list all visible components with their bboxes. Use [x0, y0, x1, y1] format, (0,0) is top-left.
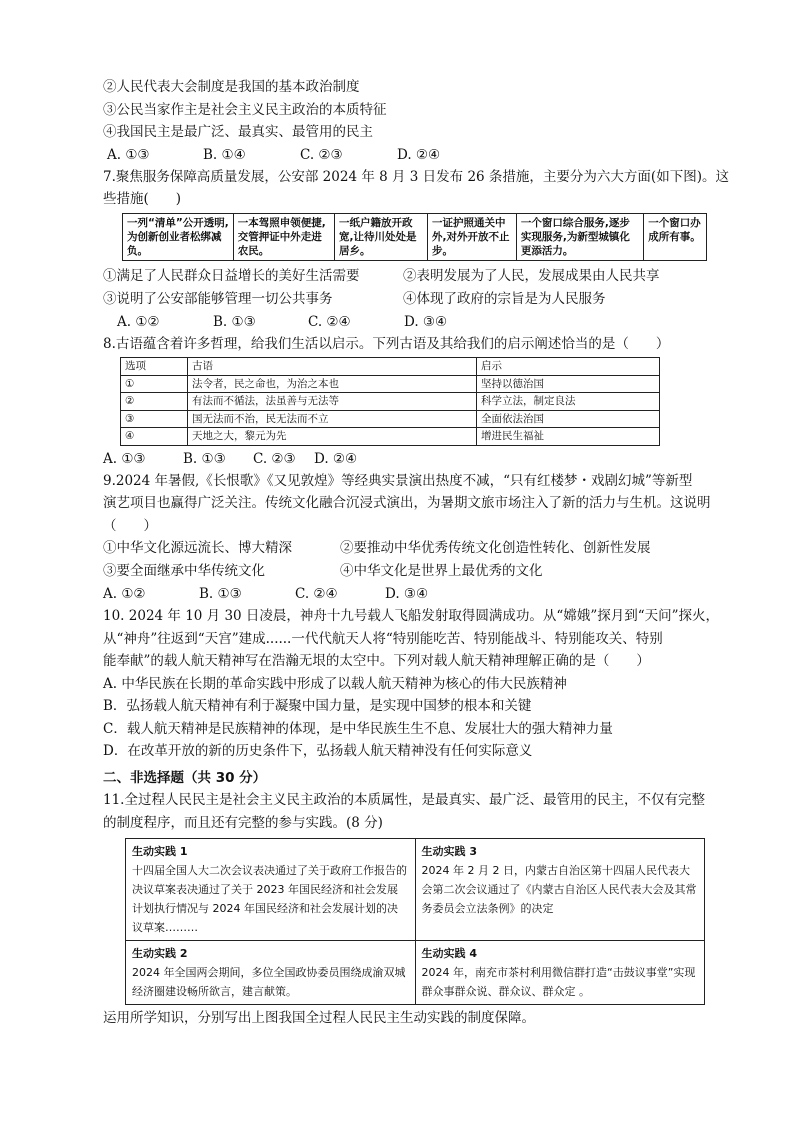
practice-title: 生动实践 4 [421, 947, 477, 960]
q9-item: ②要推动中华优秀传统文化创造性转化、创新性发展 [340, 540, 651, 556]
practice-cell [126, 941, 416, 1005]
q7-option-d[interactable]: D. ③④ [404, 313, 448, 330]
q6-option-c[interactable]: C. ②③ [300, 146, 343, 163]
q10-option-a[interactable]: A. 中华民族在长期的革命实践中形成了以载人航天精神为核心的伟大民族精神 [103, 675, 567, 692]
practice-cell [126, 839, 416, 941]
q7-item: ①满足了人民群众日益增长的美好生活需要 [103, 267, 360, 284]
practice-cell [415, 941, 705, 1005]
practice-text: 十四届全国人大二次会议表决通过了关于政府工作报告的决议草案表决通过了关于 2023 年国民经济和社会发展计划执行情况与 2024 年国民经济和社会发展计划的决议草案……… [132, 864, 407, 934]
table-row [121, 410, 660, 428]
q8-options [103, 448, 703, 470]
q10-stem-cont: 能奉献”的载人航天精神写在浩瀚无垠的太空中。下列对载人航天精神理解正确的是（ ） [103, 653, 650, 669]
q9-items-row-1 [103, 537, 703, 560]
q7-item: ②表明发展为了人民，发展成果由人民共享 [403, 267, 660, 284]
table-cell: 全面依法治国 [477, 410, 660, 428]
q7-option-b[interactable]: B. ①③ [213, 313, 256, 330]
q9-option-b[interactable]: B. ①③ [199, 586, 242, 602]
q6-option-a[interactable]: A. ①③ [107, 146, 150, 163]
practice-text: 2024 年，南充市茶村利用微信群打造“击鼓议事堂”实现群众事群众说、群众议、群众定 。 [421, 966, 696, 998]
q9-stem-cont: 演艺项目也赢得广泛关注。传统文化融合沉浸式演出，为暑期文旅市场注入了新的活力与生机。这说明 [103, 495, 711, 511]
col-header: 启示 [477, 358, 660, 376]
table-cell: 法令者，民之命也，为治之本也 [188, 375, 477, 393]
q7-options [103, 311, 703, 333]
q8-option-b[interactable]: B. ①③ [183, 450, 226, 467]
q6-items [103, 76, 703, 144]
q9-option-c[interactable]: C. ②④ [295, 586, 338, 602]
table-cell: 有法而不循法，法虽善与无法等 [188, 393, 477, 411]
q9-item: ③要全面继承中华传统文化 [103, 563, 265, 579]
table-row [121, 428, 660, 446]
practice-text: 2024 年 2 月 2 日，内蒙古自治区第十四届人民代表大会第二次会议通过了《内蒙古自治区人民代表大会及其常务委员会立法条例》的决定 [421, 864, 697, 915]
q10-option-d[interactable]: D．在改革开放的新的历史条件下，弘扬载人航天精神没有任何实际意义 [103, 743, 533, 759]
q7-item: ③说明了公安部能够管理一切公共事务 [103, 290, 333, 307]
table-cell: ② [121, 393, 188, 411]
banner-cell: 一个窗口办成所有事。 [644, 213, 707, 260]
practice-cell [415, 839, 705, 941]
q10-stem: 10. 2024 年 10 月 30 日凌晨，神舟十九号载人飞船发射取得圆满成功。从“嫦娥”探月到“天问”探火， [103, 608, 720, 624]
q8-option-a[interactable]: A. ①③ [103, 450, 146, 467]
table-cell: 天地之大，黎元为先 [188, 428, 477, 446]
banner-cell: 一列“清单”公开透明,为创新创业者松绑减负。 [123, 213, 234, 260]
q7-items-row-2 [103, 288, 703, 311]
q10-option-c[interactable]: C．载人航天精神是民族精神的体现，是中华民族生生不息、发展壮大的强大精神力量 [103, 720, 613, 737]
q9-item: ①中华文化源远流长、博大精深 [103, 540, 292, 556]
table-header-row [121, 358, 660, 376]
banner-cell: 一本驾照申领便捷,交管押证中外走进农民。 [233, 213, 334, 260]
q7-measures-banner [122, 213, 707, 261]
table-cell: 坚持以德治国 [477, 375, 660, 393]
q8-stem: 8.古语蕴含着许多哲理，给我们生活以启示。下列古语及其给我们的启示阐述恰当的是（ ） [103, 335, 670, 352]
table-cell: ③ [121, 410, 188, 428]
q8-option-d[interactable]: D. ②④ [314, 450, 358, 467]
practice-title: 生动实践 2 [132, 947, 188, 960]
q9-stem-blank: （ ） [103, 517, 157, 534]
q6-option-b[interactable]: B. ①④ [203, 146, 246, 163]
q7-option-c[interactable]: C. ②④ [308, 313, 351, 330]
q7-stem-cont: 些措施( ) [103, 191, 182, 207]
q6-item: ②人民代表大会制度是我国的基本政治制度 [103, 79, 360, 95]
banner-cell: 一纸户籍放开政宽,让待川处处是居乡。 [334, 213, 427, 260]
table-row [121, 375, 660, 393]
q11-practice-table [125, 838, 705, 1005]
table-cell: 增进民生福祉 [477, 428, 660, 446]
q7-item: ④体现了政府的宗旨是为人民服务 [403, 290, 606, 307]
practice-title: 生动实践 1 [132, 845, 188, 858]
practice-text: 2024 年全国两会期间，多位全国政协委员围绕成渝双城经济圈建设畅所欲言，建言献策。 [132, 966, 406, 998]
q9-option-d[interactable]: D. ③④ [385, 586, 429, 602]
q6-item: ④我国民主是最广泛、最真实、最管用的民主 [103, 124, 373, 140]
q9-option-a[interactable]: A. ①② [103, 586, 146, 602]
q7-option-a[interactable]: A. ①② [117, 313, 160, 330]
q9-item: ④中华文化是世界上最优秀的文化 [340, 563, 543, 579]
q10-option-b[interactable]: B．弘扬载人航天精神有利于凝聚中国力量，是实现中国梦的根本和关键 [103, 698, 532, 714]
section-title: 二、非选择题（共 30 分） [103, 769, 267, 786]
q6-option-d[interactable]: D. ②④ [397, 146, 441, 163]
practice-title: 生动实践 3 [421, 845, 477, 858]
q8-table [120, 357, 660, 446]
col-header: 古语 [188, 358, 477, 376]
q11-stem-cont: 的制度程序，而且还有完整的参与实践。(8 分) [103, 814, 383, 831]
q10-stem-cont: 从“神舟”往返到“天宫”建成......一代代航天人将“特别能吃苦、特别能战斗、特别能攻关、特别 [103, 630, 663, 647]
table-row [121, 393, 660, 411]
q7-items-row-1 [103, 265, 703, 288]
q9-stem: 9.2024 年暑假,《长恨歌》《又见敦煌》等经典实景演出热度不减，“只有红楼梦・戏剧幻城”等新型 [103, 472, 693, 489]
exam-page [103, 76, 729, 1030]
table-cell: ④ [121, 428, 188, 446]
q9-options [103, 583, 703, 605]
q7-stem: 7.聚焦服务保障高质量发展，公安部 2024 年 8 月 3 日发布 26 条措施，主要分为六大方面(如下图)。这 [103, 168, 729, 185]
q9-items-row-2 [103, 560, 703, 583]
q6-item: ③公民当家作主是社会主义民主政治的本质特征 [103, 101, 387, 118]
banner-cell: 一证护照通关中外,对外开放不止步。 [427, 213, 516, 260]
table-cell: 国无法而不治，民无法而不立 [188, 410, 477, 428]
table-cell: 科学立法，制定良法 [477, 393, 660, 411]
q6-options [103, 144, 703, 166]
q8-option-c[interactable]: C. ②③ [253, 450, 296, 467]
table-cell: ① [121, 375, 188, 393]
col-header: 选项 [121, 358, 188, 376]
q11-stem: 11.全过程人民民主是社会主义民主政治的本质属性，是最真实、最广泛、最管用的民主，不仅有完整 [103, 792, 705, 808]
q11-question: 运用所学知识，分别写出上图我国全过程人民民主生动实践的制度保障。 [103, 1010, 535, 1026]
banner-cell: 一个窗口综合服务,逐步实现服务,为新型城镇化更添活力。 [516, 213, 643, 260]
